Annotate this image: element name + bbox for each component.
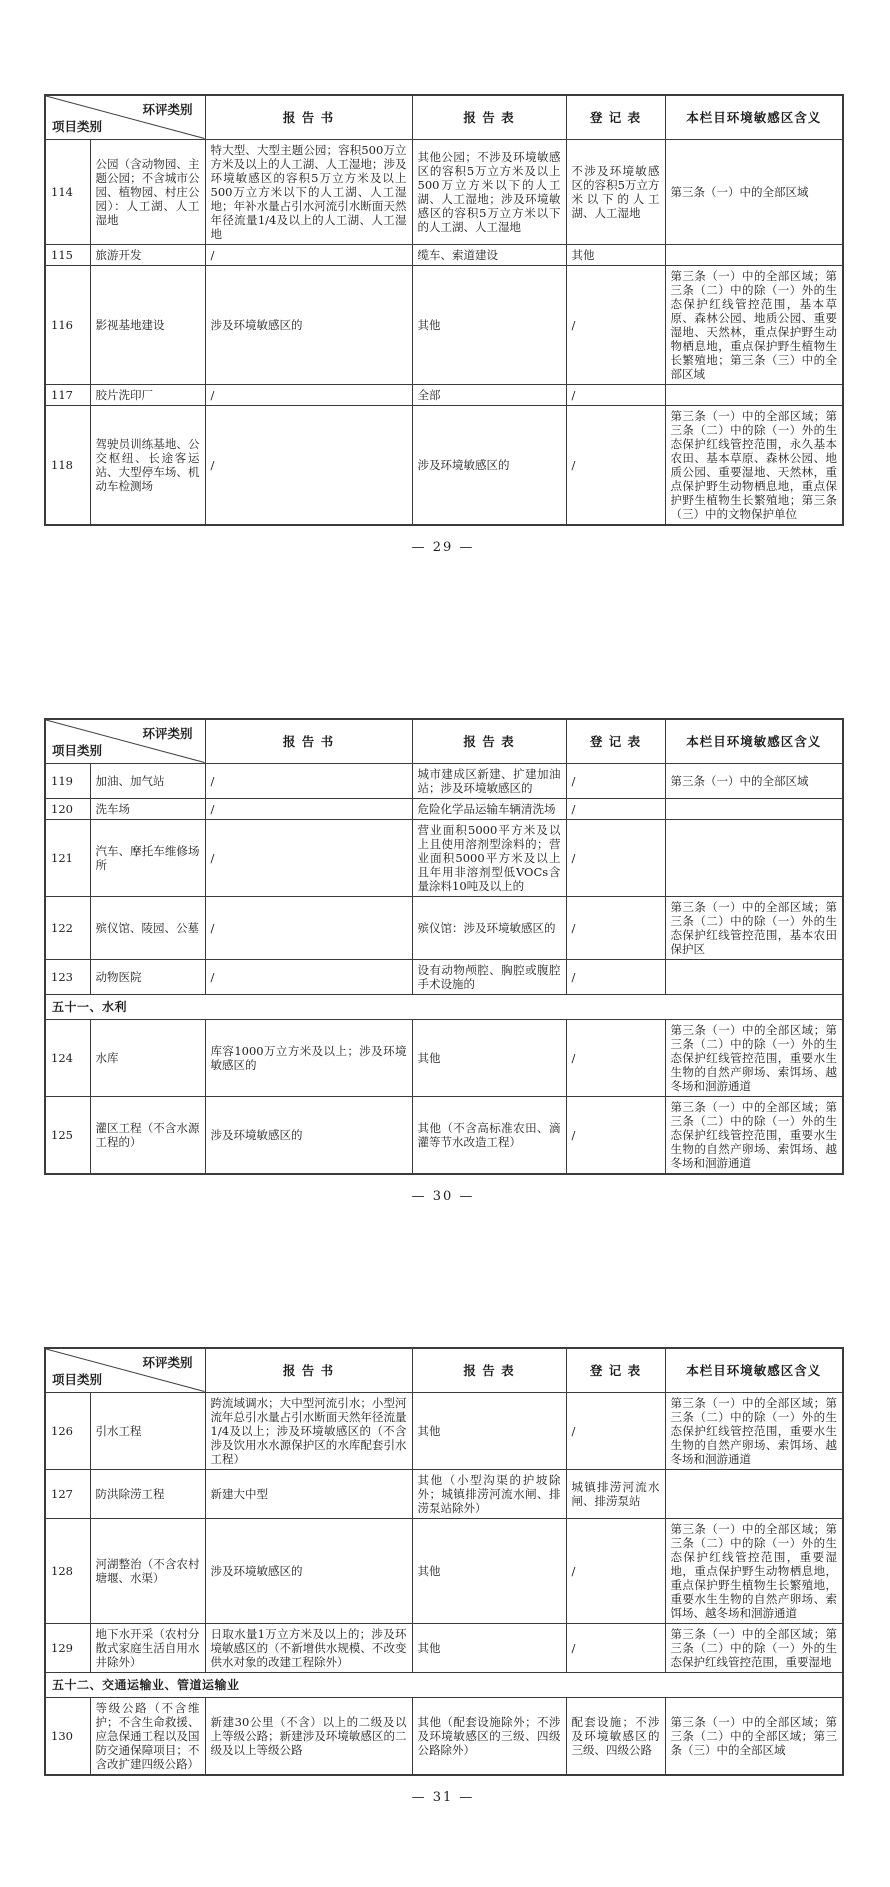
project-category-cell: 公园（含动物园、主题公园；不含城市公园、植物园、村庄公园）：人工湖、人工湿地 bbox=[90, 139, 205, 244]
project-category-cell: 灌区工程（不含水源工程的） bbox=[90, 1096, 205, 1174]
header-sensitive-area-meaning: 本栏目环境敏感区含义 bbox=[665, 719, 843, 763]
report-form-cell: 殡仪馆：涉及环境敏感区的 bbox=[412, 896, 566, 959]
report-form-cell: 其他 bbox=[412, 1623, 566, 1672]
corner-label-project-category: 项目类别 bbox=[52, 1371, 103, 1387]
header-report-form: 报 告 表 bbox=[412, 1348, 566, 1392]
report-book-cell: / bbox=[205, 896, 412, 959]
report-book-cell: / bbox=[205, 819, 412, 896]
header-report-book: 报 告 书 bbox=[205, 719, 412, 763]
project-category-cell: 水库 bbox=[90, 1019, 205, 1096]
sensitive-area-meaning-cell bbox=[665, 1469, 843, 1518]
row-number-cell: 126 bbox=[45, 1392, 90, 1469]
report-book-cell: / bbox=[205, 384, 412, 405]
header-registration-form: 登 记 表 bbox=[566, 1348, 665, 1392]
corner-header-cell bbox=[45, 719, 205, 763]
registration-form-cell: / bbox=[566, 959, 665, 994]
report-form-cell: 缆车、索道建设 bbox=[412, 244, 566, 265]
table-row-127 bbox=[45, 1469, 843, 1518]
header-registration-form: 登 记 表 bbox=[566, 719, 665, 763]
registration-form-cell: / bbox=[566, 819, 665, 896]
section-header-cell: 五十二、交通运输业、管道运输业 bbox=[45, 1672, 843, 1697]
table-row-128 bbox=[45, 1518, 843, 1623]
section-row-transportation bbox=[45, 1672, 843, 1697]
table-row-125 bbox=[45, 1096, 843, 1174]
corner-label-eia-category: 环评类别 bbox=[142, 102, 193, 117]
report-book-cell: 跨流域调水；大中型河流引水；小型河流年总引水量占引水断面天然年径流量1/4及以上；涉及环境敏感区的（不含涉及饮用水水源保护区的水库配套引水工程） bbox=[205, 1392, 412, 1469]
table-row-124 bbox=[45, 1019, 843, 1096]
page-number: — 29 — bbox=[411, 539, 475, 555]
report-book-cell: 库容1000万立方米及以上；涉及环境敏感区的 bbox=[205, 1019, 412, 1096]
project-category-cell: 影视基地建设 bbox=[90, 265, 205, 384]
page-number: — 30 — bbox=[411, 1188, 475, 1204]
classification-table-page-29 bbox=[44, 94, 844, 526]
row-number-cell: 125 bbox=[45, 1096, 90, 1174]
table-row-130 bbox=[45, 1697, 843, 1775]
table-header-row bbox=[45, 719, 843, 763]
registration-form-cell: / bbox=[566, 798, 665, 819]
section-row-water-conservancy bbox=[45, 994, 843, 1019]
sensitive-area-meaning-cell bbox=[665, 384, 843, 405]
report-form-cell: 营业面积5000平方米及以上且使用溶剂型涂料的；营业面积5000平方米及以上且年用非溶剂型低VOCs含量涂料10吨及以上的 bbox=[412, 819, 566, 896]
page-29 bbox=[44, 94, 842, 555]
registration-form-cell: / bbox=[566, 763, 665, 798]
table-row-120 bbox=[45, 798, 843, 819]
sensitive-area-meaning-cell: 第三条（一）中的全部区域；第三条（二）中的除（一）外的生态保护红线管控范围，基本草原、森林公园、地质公园、重要湿地、天然林，重点保护野生动物栖息地，重点保护野生植物生长繁殖地；第三条（三）中的全部区域 bbox=[665, 265, 843, 384]
report-book-cell: / bbox=[205, 763, 412, 798]
sensitive-area-meaning-cell: 第三条（一）中的全部区域；第三条（二）中的除（一）外的生态保护红线管控范围，重要水生生物的自然产卵场、索饵场、越冬场和洄游通道 bbox=[665, 1392, 843, 1469]
table-row-116 bbox=[45, 265, 843, 384]
row-number-cell: 119 bbox=[45, 763, 90, 798]
sensitive-area-meaning-cell bbox=[665, 244, 843, 265]
row-number-cell: 127 bbox=[45, 1469, 90, 1518]
row-number-cell: 115 bbox=[45, 244, 90, 265]
registration-form-cell: 配套设施；不涉及环境敏感区的三级、四级公路 bbox=[566, 1697, 665, 1775]
report-form-cell: 全部 bbox=[412, 384, 566, 405]
report-book-cell: / bbox=[205, 244, 412, 265]
table-row-121 bbox=[45, 819, 843, 896]
report-form-cell: 其他（小型沟渠的护坡除外；城镇排涝河流水闸、排涝泵站除外） bbox=[412, 1469, 566, 1518]
classification-table-page-30 bbox=[44, 718, 844, 1175]
table-row-126 bbox=[45, 1392, 843, 1469]
project-category-cell: 胶片洗印厂 bbox=[90, 384, 205, 405]
header-registration-form: 登 记 表 bbox=[566, 95, 665, 139]
registration-form-cell: / bbox=[566, 1019, 665, 1096]
row-number-cell: 124 bbox=[45, 1019, 90, 1096]
project-category-cell: 引水工程 bbox=[90, 1392, 205, 1469]
report-book-cell: 日取水量1万立方米及以上的；涉及环境敏感区的（不新增供水规模、不改变供水对象的改建工程除外） bbox=[205, 1623, 412, 1672]
sensitive-area-meaning-cell: 第三条（一）中的全部区域；第三条（二）中的除（一）外的生态保护红线管控范围，重要水生生物的自然产卵场、索饵场、越冬场和洄游通道 bbox=[665, 1096, 843, 1174]
section-header-cell: 五十一、水利 bbox=[45, 994, 843, 1019]
corner-label-project-category: 项目类别 bbox=[52, 118, 103, 134]
report-form-cell: 设有动物颅腔、胸腔或腹腔手术设施的 bbox=[412, 959, 566, 994]
registration-form-cell: / bbox=[566, 896, 665, 959]
table-row-129 bbox=[45, 1623, 843, 1672]
project-category-cell: 加油、加气站 bbox=[90, 763, 205, 798]
row-number-cell: 128 bbox=[45, 1518, 90, 1623]
project-category-cell: 汽车、摩托车维修场所 bbox=[90, 819, 205, 896]
project-category-cell: 等级公路（不含维护；不含生命救援、应急保通工程以及国防交通保障项目；不含改扩建四级公路） bbox=[90, 1697, 205, 1775]
row-number-cell: 130 bbox=[45, 1697, 90, 1775]
table-row-117 bbox=[45, 384, 843, 405]
report-book-cell: / bbox=[205, 959, 412, 994]
report-form-cell: 其他 bbox=[412, 1518, 566, 1623]
registration-form-cell: / bbox=[566, 1096, 665, 1174]
sensitive-area-meaning-cell: 第三条（一）中的全部区域；第三条（二）中的除（一）外的生态保护红线管控范围，永久基本农田、基本草原、森林公园、地质公园、重要湿地、天然林，重点保护野生动物栖息地，重点保护野生植物生长繁殖地；第三条（三）中的文物保护单位 bbox=[665, 405, 843, 525]
report-book-cell: 涉及环境敏感区的 bbox=[205, 1096, 412, 1174]
report-book-cell: / bbox=[205, 405, 412, 525]
report-book-cell: 新建30公里（不含）以上的二级及以上等级公路；新建涉及环境敏感区的二级及以上等级公路 bbox=[205, 1697, 412, 1775]
header-report-book: 报 告 书 bbox=[205, 1348, 412, 1392]
registration-form-cell: / bbox=[566, 1392, 665, 1469]
page-30 bbox=[44, 718, 842, 1204]
registration-form-cell: / bbox=[566, 1623, 665, 1672]
sensitive-area-meaning-cell: 第三条（一）中的全部区域 bbox=[665, 763, 843, 798]
report-book-cell: 特大型、大型主题公园；容积500万立方米及以上的人工湖、人工湿地；涉及环境敏感区的容积5万立方米及以上500万立方米以下的人工湖、人工湿地；年补水量占引水河流引水断面天然年径流量1/4及以上的人工湖、人工湿地 bbox=[205, 139, 412, 244]
header-report-form: 报 告 表 bbox=[412, 95, 566, 139]
sensitive-area-meaning-cell: 第三条（一）中的全部区域；第三条（二）中的除（一）外的生态保护红线管控范围，重要湿地 bbox=[665, 1623, 843, 1672]
registration-form-cell: 其他 bbox=[566, 244, 665, 265]
report-form-cell: 其他 bbox=[412, 1392, 566, 1469]
report-form-cell: 其他（不含高标准农田、滴灌等节水改造工程） bbox=[412, 1096, 566, 1174]
table-row-114 bbox=[45, 139, 843, 244]
header-sensitive-area-meaning: 本栏目环境敏感区含义 bbox=[665, 95, 843, 139]
report-form-cell: 危险化学品运输车辆清洗场 bbox=[412, 798, 566, 819]
project-category-cell: 殡仪馆、陵园、公墓 bbox=[90, 896, 205, 959]
report-form-cell: 其他（配套设施除外；不涉及环境敏感区的三级、四级公路除外） bbox=[412, 1697, 566, 1775]
project-category-cell: 河湖整治（不含农村塘堰、水渠） bbox=[90, 1518, 205, 1623]
table-row-119 bbox=[45, 763, 843, 798]
row-number-cell: 121 bbox=[45, 819, 90, 896]
report-book-cell: 新建大中型 bbox=[205, 1469, 412, 1518]
project-category-cell: 动物医院 bbox=[90, 959, 205, 994]
table-row-118 bbox=[45, 405, 843, 525]
row-number-cell: 118 bbox=[45, 405, 90, 525]
corner-label-project-category: 项目类别 bbox=[52, 742, 103, 758]
row-number-cell: 120 bbox=[45, 798, 90, 819]
row-number-cell: 129 bbox=[45, 1623, 90, 1672]
registration-form-cell: / bbox=[566, 405, 665, 525]
project-category-cell: 地下水开采（农村分散式家庭生活自用水井除外） bbox=[90, 1623, 205, 1672]
page-number: — 31 — bbox=[411, 1789, 475, 1805]
sensitive-area-meaning-cell bbox=[665, 798, 843, 819]
table-header-row bbox=[45, 1348, 843, 1392]
report-book-cell: 涉及环境敏感区的 bbox=[205, 1518, 412, 1623]
registration-form-cell: 城镇排涝河流水闸、排涝泵站 bbox=[566, 1469, 665, 1518]
report-form-cell: 城市建成区新建、扩建加油站；涉及环境敏感区的 bbox=[412, 763, 566, 798]
report-book-cell: / bbox=[205, 798, 412, 819]
registration-form-cell: / bbox=[566, 265, 665, 384]
report-form-cell: 其他公园；不涉及环境敏感区的容积5万立方米及以上500万立方米以下的人工湖、人工湿地；涉及环境敏感区的容积5万立方米以下的人工湖、人工湿地 bbox=[412, 139, 566, 244]
header-report-book: 报 告 书 bbox=[205, 95, 412, 139]
report-form-cell: 涉及环境敏感区的 bbox=[412, 405, 566, 525]
row-number-cell: 114 bbox=[45, 139, 90, 244]
header-report-form: 报 告 表 bbox=[412, 719, 566, 763]
classification-table-page-31 bbox=[44, 1347, 844, 1776]
table-header-row bbox=[45, 95, 843, 139]
corner-label-eia-category: 环评类别 bbox=[142, 726, 193, 741]
registration-form-cell: / bbox=[566, 384, 665, 405]
corner-label-eia-category: 环评类别 bbox=[142, 1355, 193, 1370]
sensitive-area-meaning-cell: 第三条（一）中的全部区域；第三条（二）中的除（一）外的生态保护红线管控范围，重要湿地，重点保护野生动物栖息地，重点保护野生植物生长繁殖地，重要水生生物的自然产卵场、索饵场、越冬场和洄游通道 bbox=[665, 1518, 843, 1623]
header-sensitive-area-meaning: 本栏目环境敏感区含义 bbox=[665, 1348, 843, 1392]
corner-header-cell bbox=[45, 1348, 205, 1392]
row-number-cell: 117 bbox=[45, 384, 90, 405]
sensitive-area-meaning-cell: 第三条（一）中的全部区域；第三条（二）中的除（一）外的生态保护红线管控范围，基本农田保护区 bbox=[665, 896, 843, 959]
sensitive-area-meaning-cell: 第三条（一）中的全部区域；第三条（二）中的除（一）外的生态保护红线管控范围，重要水生生物的自然产卵场、索饵场、越冬场和洄游通道 bbox=[665, 1019, 843, 1096]
project-category-cell: 防洪除涝工程 bbox=[90, 1469, 205, 1518]
registration-form-cell: / bbox=[566, 1518, 665, 1623]
corner-header-cell bbox=[45, 95, 205, 139]
row-number-cell: 123 bbox=[45, 959, 90, 994]
sensitive-area-meaning-cell bbox=[665, 959, 843, 994]
report-form-cell: 其他 bbox=[412, 265, 566, 384]
row-number-cell: 116 bbox=[45, 265, 90, 384]
report-form-cell: 其他 bbox=[412, 1019, 566, 1096]
row-number-cell: 122 bbox=[45, 896, 90, 959]
table-row-123 bbox=[45, 959, 843, 994]
sensitive-area-meaning-cell bbox=[665, 819, 843, 896]
page-31 bbox=[44, 1347, 842, 1805]
project-category-cell: 洗车场 bbox=[90, 798, 205, 819]
report-book-cell: 涉及环境敏感区的 bbox=[205, 265, 412, 384]
registration-form-cell: 不涉及环境敏感区的容积5万立方米以下的人工湖、人工湿地 bbox=[566, 139, 665, 244]
project-category-cell: 驾驶员训练基地、公交枢纽、长途客运站、大型停车场、机动车检测场 bbox=[90, 405, 205, 525]
table-row-115 bbox=[45, 244, 843, 265]
sensitive-area-meaning-cell: 第三条（一）中的全部区域；第三条（二）中的全部区域；第三条（三）中的全部区域 bbox=[665, 1697, 843, 1775]
project-category-cell: 旅游开发 bbox=[90, 244, 205, 265]
table-row-122 bbox=[45, 896, 843, 959]
sensitive-area-meaning-cell: 第三条（一）中的全部区域 bbox=[665, 139, 843, 244]
